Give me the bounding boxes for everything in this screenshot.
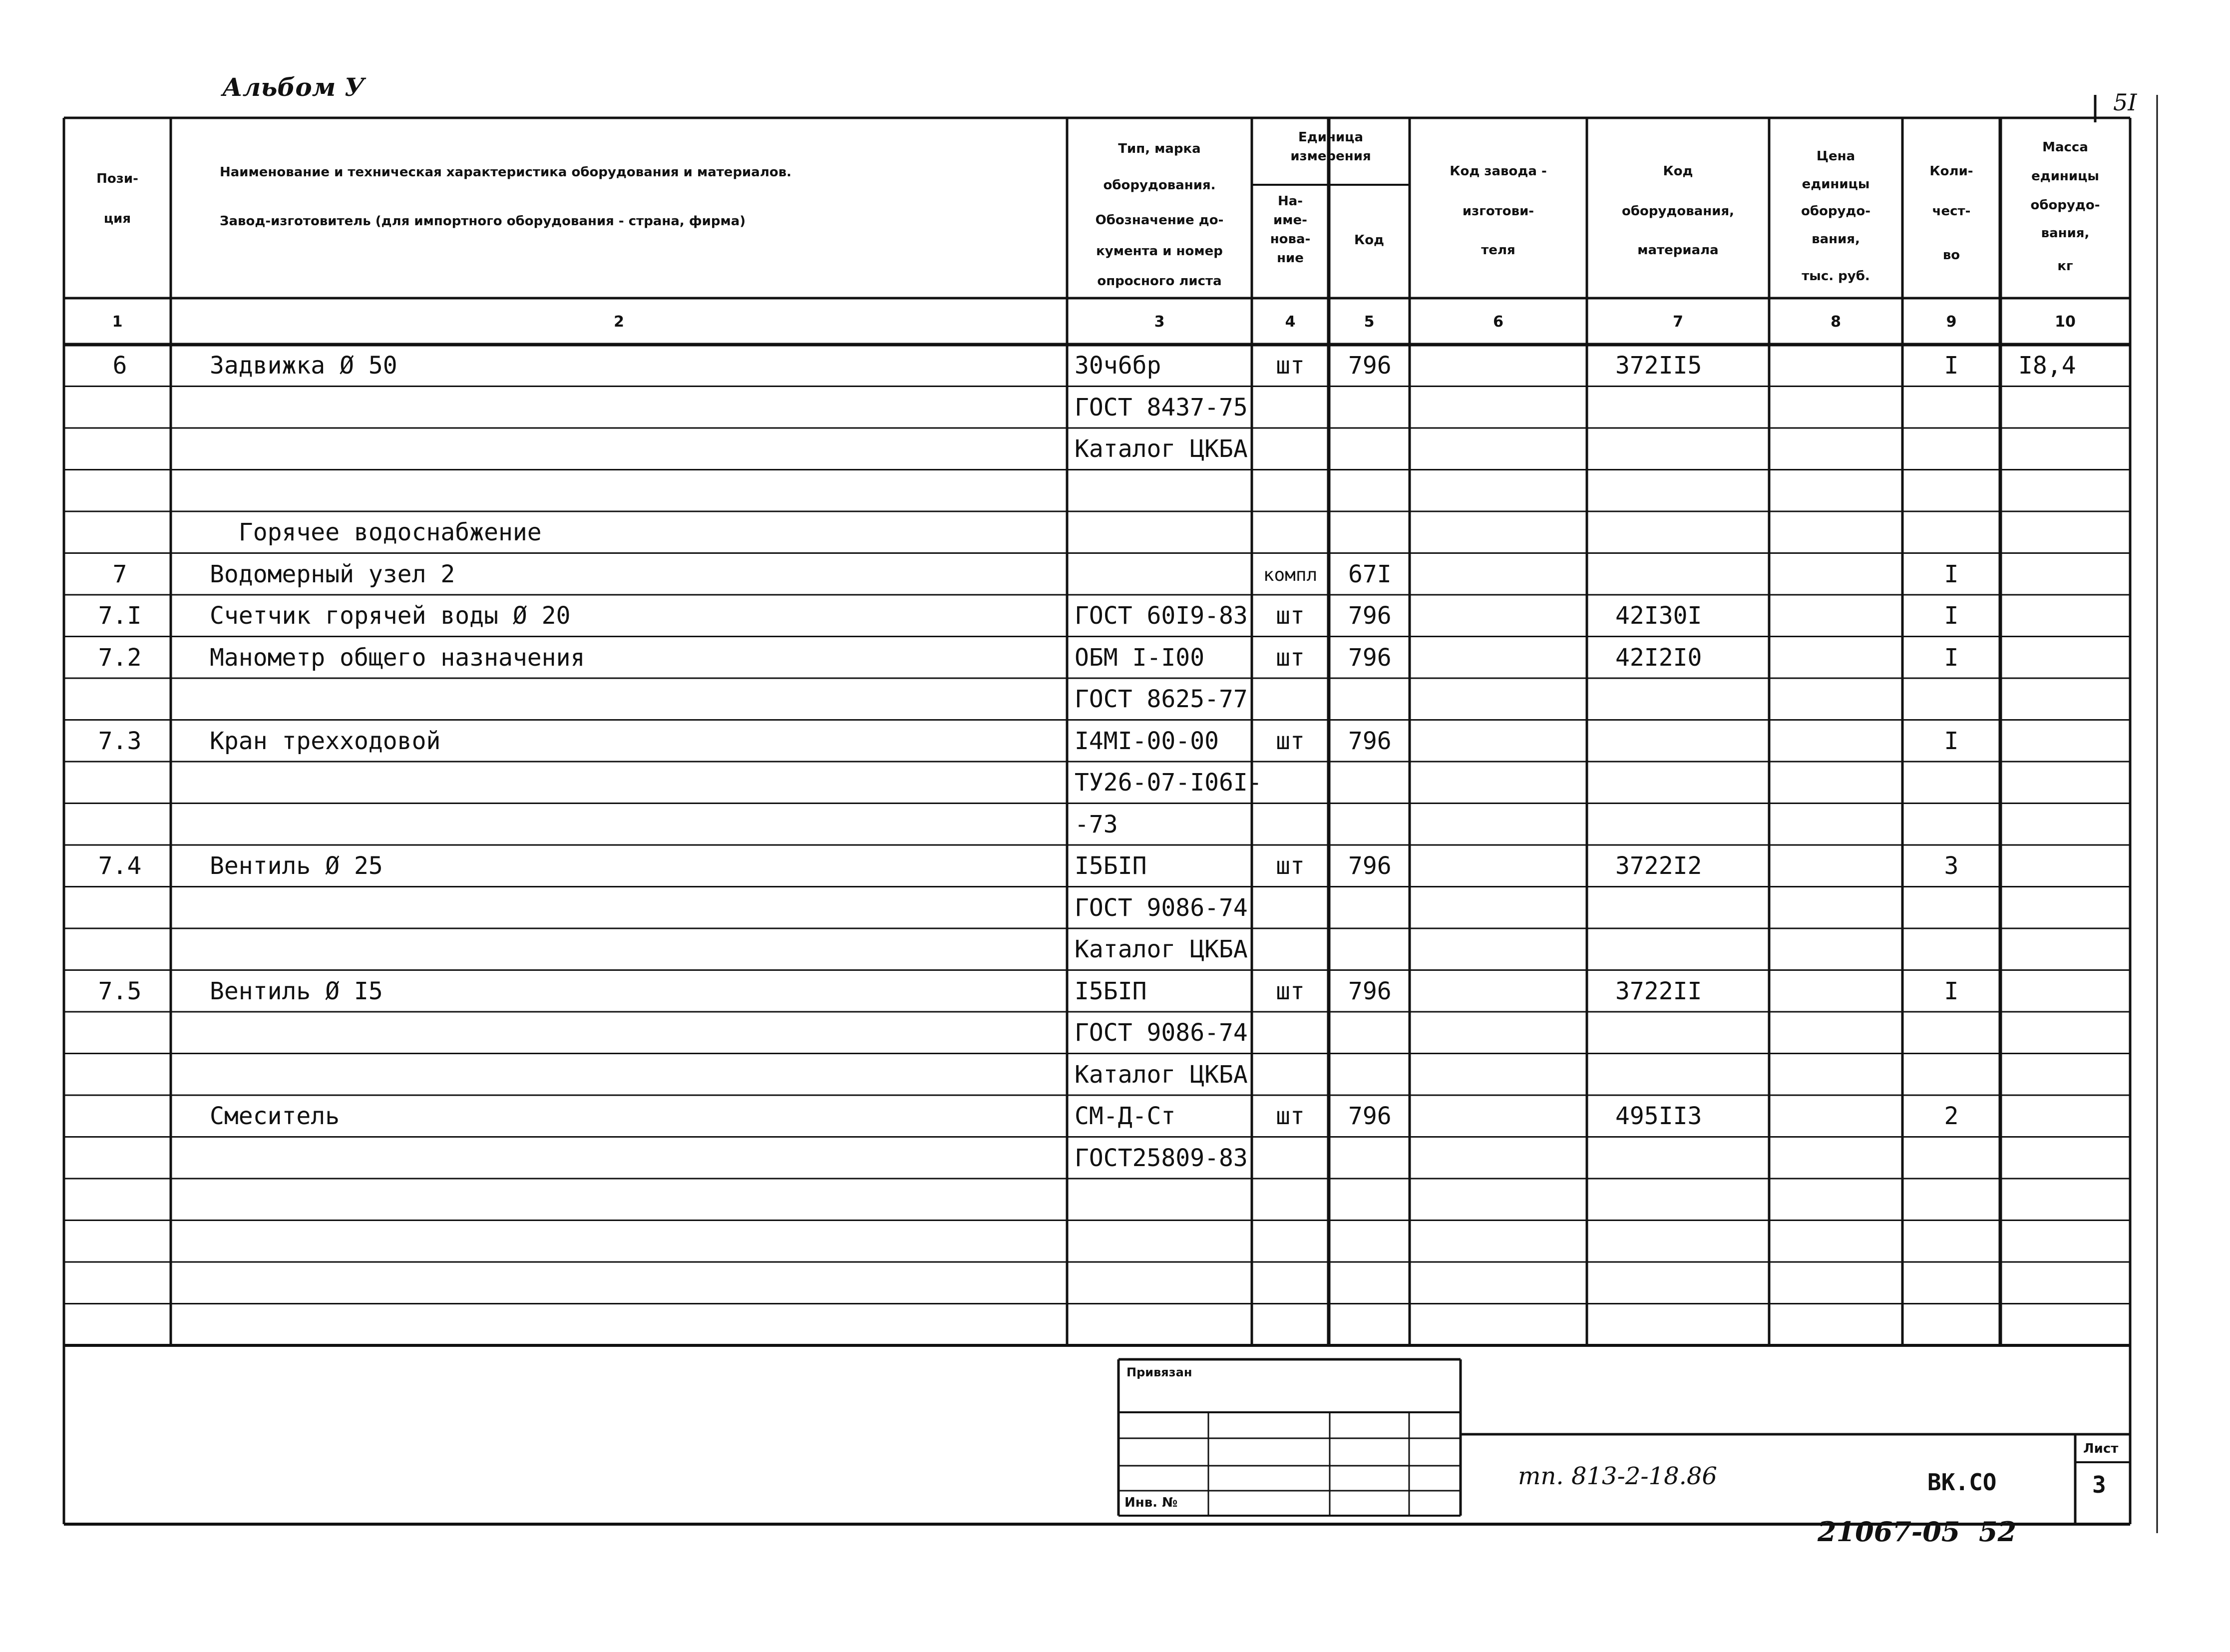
cell-name: Кран трехходовой	[210, 727, 441, 755]
cell-name: Горячее водоснабжение	[210, 518, 542, 546]
cell-unit: шт	[1276, 602, 1305, 630]
cell-equipment-code: 3722II	[1615, 977, 1702, 1005]
cell-unit: шт	[1276, 1102, 1305, 1130]
cell-equipment-code: 495II3	[1615, 1102, 1702, 1130]
stamp-privyazan-label: Привязан	[1126, 1365, 1192, 1379]
cell-mass: I8,4	[2018, 352, 2076, 380]
header-equipment-code-line: Код	[1663, 164, 1693, 179]
cell-unit: шт	[1276, 727, 1305, 755]
cell-position: 6	[112, 352, 127, 380]
header-price-line: единицы	[1802, 177, 1870, 192]
cell-position: 7.3	[98, 727, 142, 755]
column-number: 10	[2055, 313, 2076, 331]
cell-name: Задвижка Ø 50	[210, 352, 397, 380]
column-number: 3	[1154, 313, 1165, 331]
cell-quantity: I	[1944, 560, 1959, 588]
header-type-mark-line: Тип, марка	[1118, 141, 1201, 156]
column-number: 4	[1285, 313, 1296, 331]
header-type-mark-line: опросного листа	[1097, 274, 1222, 289]
cell-unit: шт	[1276, 643, 1305, 672]
header-position-line: ция	[103, 211, 131, 226]
header-type-mark-line: кумента и номер	[1096, 244, 1223, 259]
cell-unit: компл	[1263, 564, 1318, 585]
cell-type: ТУ26-07-I06I-	[1075, 769, 1262, 797]
cell-type: I4МI-00-00	[1075, 727, 1219, 755]
cell-quantity: I	[1944, 643, 1959, 672]
cell-unit: шт	[1276, 852, 1305, 880]
column-number: 7	[1673, 313, 1683, 331]
header-position-line: Пози-	[96, 171, 138, 186]
cell-unit-code: 796	[1348, 977, 1392, 1005]
column-number: 1	[112, 313, 123, 331]
cell-unit-code: 796	[1348, 727, 1392, 755]
column-number: 6	[1493, 313, 1503, 331]
cell-name: Манометр общего назначения	[210, 643, 585, 672]
header-factory-code-line: теля	[1481, 243, 1515, 258]
header-factory-code-line: Код завода -	[1450, 164, 1547, 179]
cell-name: Смеситель	[210, 1102, 340, 1130]
header-type-mark-line: оборудования.	[1103, 178, 1216, 193]
header-mass-line: Масса	[2042, 140, 2088, 155]
cell-type: ГОСТ 8437-75	[1075, 393, 1248, 421]
header-quantity-line: Коли-	[1929, 164, 1973, 179]
header-unit-name-line: нова-	[1270, 232, 1311, 247]
cell-unit: шт	[1276, 352, 1305, 380]
header-type-mark-line: Обозначение до-	[1095, 213, 1224, 228]
cell-name: Вентиль Ø I5	[210, 977, 383, 1005]
project-code: тп. 813-2-18.86	[1518, 1462, 1717, 1490]
cell-quantity: I	[1944, 727, 1959, 755]
cell-unit-code: 67I	[1348, 560, 1392, 588]
cell-type: ГОСТ 9086-74	[1075, 893, 1248, 922]
cell-position: 7.5	[98, 977, 142, 1005]
cell-type: 30ч6бр	[1075, 352, 1161, 380]
header-quantity-line: чест-	[1932, 204, 1971, 219]
header-price-line: вания,	[1812, 232, 1860, 247]
cell-name: Водомерный узел 2	[210, 560, 455, 588]
header-name-line: Завод-изготовитель (для импортного оборудования - страна, фирма)	[220, 214, 746, 229]
cell-type: Каталог ЦКБА	[1075, 935, 1248, 963]
column-number: 9	[1946, 313, 1957, 331]
cell-quantity: I	[1944, 602, 1959, 630]
cell-quantity: I	[1944, 977, 1959, 1005]
header-unit-code-line: Код	[1354, 233, 1385, 248]
header-unit-name-line: На-	[1277, 194, 1303, 209]
header-unit-name-line: име-	[1273, 213, 1307, 228]
cell-type: I5БIП	[1075, 977, 1147, 1005]
header-price-line: тыс. руб.	[1802, 269, 1870, 284]
header-mass-line: кг	[2057, 259, 2073, 274]
cell-type: ГОСТ 8625-77	[1075, 685, 1248, 713]
cell-quantity: 3	[1944, 852, 1959, 880]
cell-type: Каталог ЦКБА	[1075, 1060, 1248, 1089]
cell-name: Вентиль Ø 25	[210, 852, 383, 880]
cell-type: Каталог ЦКБА	[1075, 435, 1248, 463]
cell-equipment-code: 3722I2	[1615, 852, 1702, 880]
cell-quantity: I	[1944, 352, 1959, 380]
cell-quantity: 2	[1944, 1102, 1959, 1130]
cell-type: СМ-Д-Ст	[1075, 1102, 1176, 1130]
column-number: 2	[614, 313, 624, 331]
cell-position: 7	[112, 560, 127, 588]
bottom-archive-code: 21067-05 52	[1818, 1516, 2017, 1548]
header-quantity-line: во	[1942, 248, 1960, 263]
cell-type: ГОСТ 60I9-83	[1075, 602, 1248, 630]
cell-unit: шт	[1276, 977, 1305, 1005]
header-unit-line: измерения	[1290, 149, 1371, 164]
list-label: Лист	[2083, 1441, 2119, 1456]
header-unit-line: Единица	[1298, 130, 1363, 145]
sheet-number-top: 5I	[2113, 89, 2137, 116]
header-price-line: оборудо-	[1801, 204, 1871, 219]
cell-position: 7.2	[98, 643, 142, 672]
album-title: Альбом У	[222, 72, 365, 102]
cell-unit-code: 796	[1348, 602, 1392, 630]
list-number: 3	[2092, 1471, 2106, 1498]
cell-type: ГОСТ 9086-74	[1075, 1019, 1248, 1047]
cell-unit-code: 796	[1348, 852, 1392, 880]
stamp-inv-label: Инв. №	[1124, 1495, 1178, 1510]
cell-type: ГОСТ25809-83	[1075, 1144, 1248, 1172]
document-code: ВК.СО	[1927, 1469, 1997, 1496]
header-equipment-code-line: материала	[1637, 243, 1719, 258]
cell-type: ОБМ I-I00	[1075, 643, 1205, 672]
cell-equipment-code: 42I2I0	[1615, 643, 1702, 672]
cell-position: 7.I	[98, 602, 142, 630]
header-factory-code-line: изготови-	[1462, 204, 1534, 219]
cell-type: I5БIП	[1075, 852, 1147, 880]
header-mass-line: единицы	[2031, 169, 2099, 184]
header-price-line: Цена	[1816, 149, 1856, 164]
header-name-line: Наименование и техническая характеристика оборудования и материалов.	[220, 165, 792, 180]
cell-unit-code: 796	[1348, 643, 1392, 672]
cell-name: Счетчик горячей воды Ø 20	[210, 602, 571, 630]
header-mass-line: вания,	[2041, 226, 2090, 241]
header-unit-name-line: ние	[1277, 251, 1304, 266]
cell-position: 7.4	[98, 852, 142, 880]
column-number: 8	[1831, 313, 1841, 331]
column-number: 5	[1364, 313, 1375, 331]
cell-type: -73	[1075, 810, 1118, 838]
cell-unit-code: 796	[1348, 1102, 1392, 1130]
cell-equipment-code: 372II5	[1615, 352, 1702, 380]
header-equipment-code-line: оборудования,	[1621, 204, 1735, 219]
cell-unit-code: 796	[1348, 352, 1392, 380]
cell-equipment-code: 42I30I	[1615, 602, 1702, 630]
header-mass-line: оборудо-	[2030, 198, 2100, 213]
